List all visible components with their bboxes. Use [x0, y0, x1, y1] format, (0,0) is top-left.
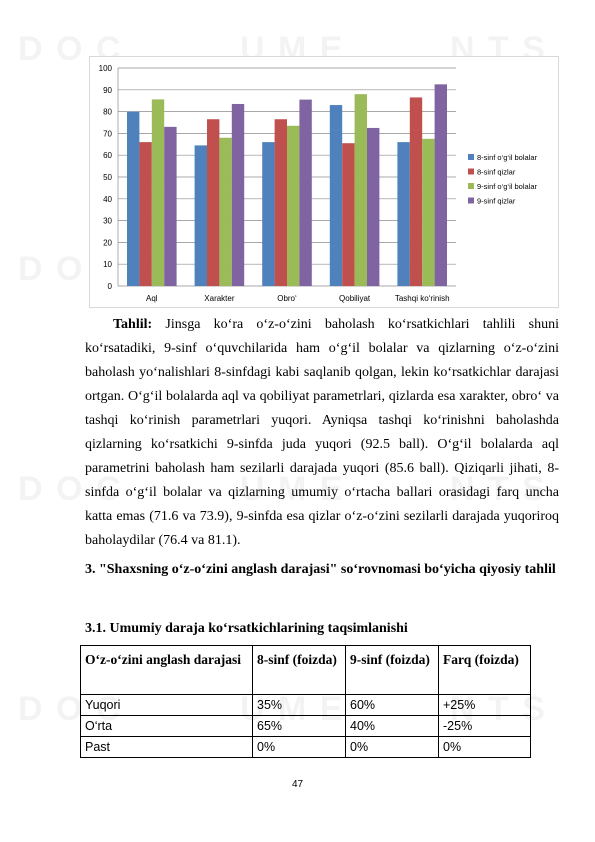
section-heading: 3. "Shaxsning o‘z-o‘zini anglash darajasi" so‘rovnomasi bo‘yicha qiyosiy tahlil [85, 562, 556, 577]
table-header-cell: Farq (foizda) [439, 646, 531, 695]
chart-bar [262, 142, 274, 286]
table-cell: 0% [346, 737, 439, 758]
legend-swatch [468, 198, 474, 204]
level-distribution-table [80, 645, 531, 758]
chart-bar [164, 127, 176, 286]
table-cell: 65% [253, 716, 346, 737]
x-tick-label: Tashqi ko‘rinish [394, 294, 450, 303]
y-tick-label: 80 [103, 107, 112, 117]
table-header-cell: 8-sinf (foizda) [253, 646, 346, 695]
chart-bar [219, 138, 231, 286]
analysis-text: Jinsga ko‘ra o‘z-o‘zini baholash ko‘rsatkichlari tahlili shuni ko‘rsatadiki, 9-sinf o‘quvchilarida ham o‘g‘il bolalar va qizlarning o‘z-o‘zini baholash yo‘nalishlari 8-sinfdagi kabi saqlanib qolgan, lekin ko‘rsatkichlar darajasi ortgan. O‘g‘il bolalarda aql va qobiliyat parametrlari, qizlarda esa xarakter, obro‘ va tashqi ko‘rinish parametrlari yuqori. Ayniqsa tashqi ko‘rinishni baholashda qizlarning ko‘rsatkichi 9-sinfda juda yuqori (92.5 ball). O‘g‘il bolalarda aql parametrini baholash ham sezilarli darajada yuqori (85.6 ball). Qiziqarli jihati, 8-sinfda o‘g‘il bolalar va qizlarning umumiy o‘rtacha ballari orasidagi farq uncha katta emas (71.6 va 73.9), 9-sinfda esa qizlar o‘z-o‘zini sezilarli darajada yuqoriroq baholaydilar (76.4 va 81.1). [85, 317, 559, 548]
chart-bar [410, 97, 422, 286]
x-tick-label: Obro‘ [277, 294, 297, 303]
analysis-lead: Tahlil: [113, 317, 153, 332]
legend-swatch [468, 154, 474, 160]
y-tick-label: 20 [103, 238, 112, 248]
legend-label: 9-sinf o‘g‘il bolalar [477, 182, 538, 191]
x-tick-label: Xarakter [204, 294, 235, 303]
chart-bar [330, 105, 342, 286]
chart-bar [127, 112, 139, 286]
page-number: 47 [291, 779, 304, 790]
chart-bar [367, 128, 379, 286]
chart-bar [435, 84, 447, 286]
chart-bar [207, 119, 219, 286]
chart-bar [299, 100, 311, 286]
y-tick-label: 90 [103, 85, 112, 95]
table-header-cell: O‘z-o‘zini anglash darajasi [81, 646, 253, 695]
analysis-paragraph [85, 313, 559, 553]
table-cell: 40% [346, 716, 439, 737]
table-cell: Past [81, 737, 253, 758]
subsection-heading: 3.1. Umumiy daraja ko‘rsatkichlarining taqsimlanishi [85, 621, 408, 636]
y-tick-label: 40 [103, 194, 112, 204]
table-cell: +25% [439, 695, 531, 716]
chart-bar [275, 119, 287, 286]
bar-chart [89, 56, 559, 308]
chart-svg [90, 57, 560, 309]
table-header-row [81, 646, 531, 695]
legend-swatch [468, 183, 474, 189]
table-header-cell: 9-sinf (foizda) [346, 646, 439, 695]
chart-bar [342, 143, 354, 286]
legend-swatch [468, 169, 474, 175]
table-cell: 0% [253, 737, 346, 758]
y-tick-label: 60 [103, 151, 112, 161]
chart-bar [195, 145, 207, 286]
y-tick-label: 100 [98, 64, 112, 73]
table-row [81, 716, 531, 737]
chart-bar [232, 104, 244, 286]
chart-bar [397, 142, 409, 286]
x-tick-label: Qobiliyat [339, 294, 371, 303]
x-tick-label: Aql [146, 294, 158, 303]
table-cell: Yuqori [81, 695, 253, 716]
y-tick-label: 30 [103, 216, 112, 226]
table-cell: O‘rta [81, 716, 253, 737]
chart-bar [422, 139, 434, 286]
table-cell: 60% [346, 695, 439, 716]
y-tick-label: 0 [107, 282, 112, 291]
legend-label: 8-sinf o‘g‘il bolalar [477, 153, 538, 162]
chart-bar [355, 94, 367, 286]
chart-bar [139, 142, 151, 286]
legend-label: 9-sinf qizlar [477, 196, 516, 206]
chart-bar [287, 126, 299, 286]
y-tick-label: 10 [103, 260, 112, 270]
y-tick-label: 70 [103, 129, 112, 139]
table-cell: 0% [439, 737, 531, 758]
table-row [81, 695, 531, 716]
legend-label: 8-sinf qizlar [477, 167, 516, 177]
table-cell: -25% [439, 716, 531, 737]
table-cell: 35% [253, 695, 346, 716]
y-tick-label: 50 [103, 173, 112, 182]
chart-bar [152, 99, 164, 286]
table-row [81, 737, 531, 758]
